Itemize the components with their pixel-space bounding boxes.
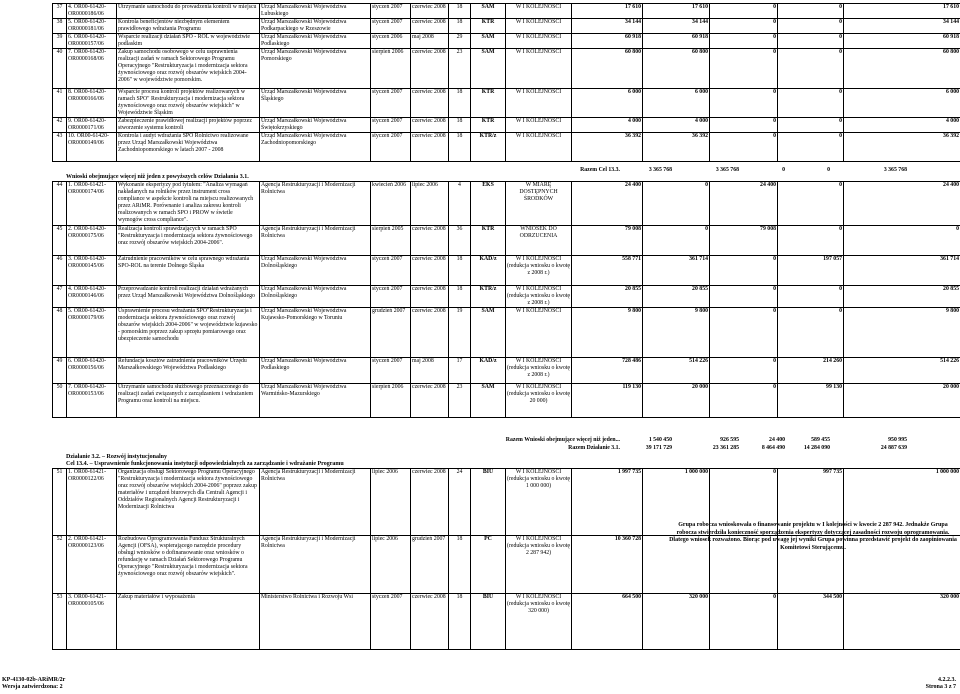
- cell-to: czerwiec 2008: [411, 226, 449, 256]
- cell-v3: 0: [710, 384, 778, 418]
- cell-v4: 0: [778, 118, 844, 133]
- cell-v3: 0: [710, 133, 778, 162]
- cell-title: Organizacja obsługi Sektorowego Programu Operacyjnego "Restrukturyzacja i modernizacja sektora żywnościowego oraz rozwój obszarów wiejskich 2004-2006" poprzez zakup materiałów i urządzeń biurowych dla Centrali Agencji i Oddziałów Regionalnych Agencji Restrukturyzacji i Modernizacji Rolnictwa: [117, 469, 260, 536]
- cell-v4: 0: [778, 133, 844, 162]
- cell-from: lipiec 2006: [371, 469, 411, 536]
- cell-title: Zatrudnienie pracowników w celu sprawnego wdrażania SPO-ROL na terenie Dolnego Śląska: [117, 256, 260, 286]
- cell-to: czerwiec 2008: [411, 49, 449, 89]
- cell-v5: 24 400: [844, 182, 960, 226]
- cell-v3: 0: [710, 469, 778, 536]
- cell-type: PC: [471, 536, 506, 594]
- table-row: [53, 384, 960, 418]
- cell-m: 4: [449, 182, 471, 226]
- cell-v4: 99 130: [778, 384, 844, 418]
- cell-v4: 214 260: [778, 358, 844, 384]
- cell-type: SAM: [471, 308, 506, 358]
- razem-more-v3: 24 400: [769, 437, 785, 443]
- cell-from: grudzień 2007: [371, 308, 411, 358]
- cell-from: styczeń 2007: [371, 118, 411, 133]
- cell-stage: W I KOLEJNOŚCI (redukcja wniosku o kwotę 2 287 942): [506, 536, 572, 594]
- cell-v1: 34 144: [572, 19, 643, 34]
- cell-inst: Urząd Marszałkowski Województwa Kujawsko-Pomorskiego w Toruniu: [260, 308, 371, 358]
- cell-m: 23: [449, 384, 471, 418]
- cell-v4: 0: [778, 182, 844, 226]
- cell-inst: Urząd Marszałkowski Województwa Zachodniopomorskiego: [260, 133, 371, 162]
- cell-v3: 0: [710, 358, 778, 384]
- cell-to: czerwiec 2008: [411, 286, 449, 308]
- razem-cel-v4: 0: [827, 167, 830, 173]
- cell-to: grudzień 2007: [411, 536, 449, 594]
- cell-inst: Urząd Marszałkowski Województwa Dolnośląskiego: [260, 256, 371, 286]
- cell-type: KTR: [471, 89, 506, 118]
- cell-to: czerwiec 2008: [411, 4, 449, 19]
- cell-v2: 20 000: [643, 384, 710, 418]
- razem-dzial-row: [0, 445, 960, 453]
- cell-inst: Urząd Marszałkowski Województwa Świętokrzyskiego: [260, 118, 371, 133]
- cell-v3: 0: [710, 89, 778, 118]
- cell-m: 18: [449, 133, 471, 162]
- cell-proj: 3. OR00-61421-OR0000105/06: [67, 594, 117, 650]
- cell-inst: Ministerstwo Rolnictwa i Rozwoju Wsi: [260, 594, 371, 650]
- cell-v4: 997 735: [778, 469, 844, 536]
- cell-m: 18: [449, 118, 471, 133]
- cell-m: 18: [449, 89, 471, 118]
- cell-inst: Urząd Marszałkowski Województwa Podkarpackiego w Rzeszowie: [260, 19, 371, 34]
- cell-type: SAM: [471, 384, 506, 418]
- cell-v5: 17 610: [844, 4, 960, 19]
- institutional-projects-table: [52, 468, 960, 650]
- cell-v1: 36 392: [572, 133, 643, 162]
- table-row: [53, 594, 960, 650]
- cell-type: SAM: [471, 34, 506, 49]
- table-row: [53, 49, 960, 89]
- cell-to: czerwiec 2008: [411, 19, 449, 34]
- cell-lp: 52: [53, 536, 67, 594]
- cell-v5: 1 000 000: [844, 469, 960, 536]
- cell-v1: 60 918: [572, 34, 643, 49]
- cell-from: sierpień 2006: [371, 384, 411, 418]
- cell-v3: 0: [710, 49, 778, 89]
- cell-v5: 514 226: [844, 358, 960, 384]
- cell-inst: Agencja Restrukturyzacji i Modernizacji Rolnictwa: [260, 536, 371, 594]
- cell-v4: 0: [778, 34, 844, 49]
- cell-from: styczeń 2007: [371, 19, 411, 34]
- razem-cel-v5: 3 365 768: [883, 167, 907, 173]
- cell-v1: 20 855: [572, 286, 643, 308]
- cell-type: SAM: [471, 49, 506, 89]
- cell-title: Utrzymanie samochodu służbowego przeznaczonego do realizacji zadań związanych z zarządzaniem i wdrażaniem Programu oraz kontroli na miejscu.: [117, 384, 260, 418]
- cell-title: Usprawnienie procesu wdrażania SPO"Restrukturyzacja i modernizacja sektora żywnościowego oraz rozwój obszarów wiejskich 2004-2006" w województwie kujawsko - pomorskim poprzez zakup sprzętu pomiarowego oraz ubezpieczenie samochodu: [117, 308, 260, 358]
- cell-title: Zakup materiałów i wyposażenia: [117, 594, 260, 650]
- cell-v1: 10 360 728: [572, 536, 643, 594]
- cell-to: czerwiec 2008: [411, 133, 449, 162]
- cell-proj: 5. OR00-61420-OR0000181/06: [67, 19, 117, 34]
- cell-title: Refundacja kosztów zatrudnienia pracowników Urzędu Marszałkowskiego Województwa Podlaskiego: [117, 358, 260, 384]
- cell-to: czerwiec 2008: [411, 89, 449, 118]
- cell-to: maj 2008: [411, 34, 449, 49]
- cell-from: sierpień 2006: [371, 49, 411, 89]
- cell-m: 23: [449, 49, 471, 89]
- cell-proj: 1. OR00-61421-OR0000122/06: [67, 469, 117, 536]
- table-row: [53, 34, 960, 49]
- cell-v3: 0: [710, 118, 778, 133]
- page-number: Strona 3 z 7: [925, 684, 956, 690]
- cell-lp: 44: [53, 182, 67, 226]
- cell-proj: 9. OR00-61420-OR0000171/06: [67, 118, 117, 133]
- cell-m: 18: [449, 256, 471, 286]
- cell-v3: 0: [710, 256, 778, 286]
- cell-title: Zabezpieczenie prawidłowej realizacji projektów poprzez stworzenie systemu kontroli: [117, 118, 260, 133]
- footer-left: [2, 677, 65, 691]
- razem-more-label: Razem Wnioski obejmujące więcej niż jeden...: [505, 437, 620, 443]
- cell-v2: 361 714: [643, 256, 710, 286]
- cell-lp: 46: [53, 256, 67, 286]
- cell-lp: 38: [53, 19, 67, 34]
- cell-v5: 36 392: [844, 133, 960, 162]
- cell-inst: Urząd Marszałkowski Województwa Dolnośląskiego: [260, 286, 371, 308]
- cell-from: styczeń 2007: [371, 133, 411, 162]
- cell-proj: 4. OR00-61420-OR0000186/06: [67, 4, 117, 19]
- table-row: [53, 358, 960, 384]
- cell-to: czerwiec 2008: [411, 469, 449, 536]
- cell-v5: 20 000: [844, 384, 960, 418]
- cell-type: KAD/z: [471, 358, 506, 384]
- cell-inst: Urząd Marszałkowski Województwa Podlaskiego: [260, 34, 371, 49]
- razem-dzial-v3: 8 464 490: [761, 445, 785, 451]
- cell-title: Kontrola i audyt wdrażania SPO Rolnictwo realizowane przez Urząd Marszałkowski Województwa Zachodniopomorskiego w latach 2007 - 2008: [117, 133, 260, 162]
- cell-v3: 0: [710, 4, 778, 19]
- cell-v3: 24 400: [710, 182, 778, 226]
- cell-lp: 42: [53, 118, 67, 133]
- cell-from: kwiecień 2006: [371, 182, 411, 226]
- cell-stage: W I KOLEJNOŚCI: [506, 133, 572, 162]
- cell-v2: 60 800: [643, 49, 710, 89]
- cell-v2: 36 392: [643, 133, 710, 162]
- cell-stage: W I KOLEJNOŚCI: [506, 118, 572, 133]
- cell-v2: 34 144: [643, 19, 710, 34]
- cell-type: KTR/z: [471, 286, 506, 308]
- cell-type: KTR/z: [471, 133, 506, 162]
- cell-v4: 0: [778, 49, 844, 89]
- razem-cel-v3: 0: [782, 167, 785, 173]
- cell-lp: 48: [53, 308, 67, 358]
- cell-m: 18: [449, 594, 471, 650]
- cell-v4: 344 500: [778, 594, 844, 650]
- cell-inst: Agencja Restrukturyzacji i Modernizacji Rolnictwa: [260, 469, 371, 536]
- cell-v5: 4 000: [844, 118, 960, 133]
- cell-m: 18: [449, 286, 471, 308]
- cell-m: 18: [449, 4, 471, 19]
- cell-v2: 320 000: [643, 594, 710, 650]
- cell-lp: 41: [53, 89, 67, 118]
- cell-v1: 558 771: [572, 256, 643, 286]
- cell-proj: 3. OR00-61420-OR0000145/06: [67, 256, 117, 286]
- multi-goal-projects-table: [52, 181, 960, 418]
- footer-right: [926, 677, 956, 691]
- cell-v3: 0: [710, 308, 778, 358]
- cell-v5: 0: [844, 226, 960, 256]
- cell-v5: 60 800: [844, 49, 960, 89]
- doc-code: KP-4130-02b-ARiMR/2r: [2, 677, 66, 683]
- cell-type: BIU: [471, 469, 506, 536]
- cell-v1: 1 997 735: [572, 469, 643, 536]
- razem-dzial-v5: 24 887 639: [880, 445, 907, 451]
- cell-title: Przeprowadzanie kontroli realizacji działań wdrażanych przez Urząd Marszałkowski Województwa Dolnośląskiego: [117, 286, 260, 308]
- cell-proj: 8. OR00-61420-OR0000166/06: [67, 89, 117, 118]
- band-cel-134: Cel 13.4. – Usprawnienie funkcjonowania instytucji odpowiedzialnych za zarządzanie i wdrażanie Programu: [66, 461, 344, 467]
- cell-v5: 9 800: [844, 308, 960, 358]
- cell-stage: W I KOLEJNOŚCI: [506, 308, 572, 358]
- cell-v1: 24 400: [572, 182, 643, 226]
- cell-v4: 197 057: [778, 256, 844, 286]
- cell-v5: 6 000: [844, 89, 960, 118]
- cell-to: czerwiec 2008: [411, 256, 449, 286]
- cell-v1: 9 800: [572, 308, 643, 358]
- cell-lp: 40: [53, 49, 67, 89]
- cell-stage: W I KOLEJNOŚCI (redukcja wniosku o kwotę z 2008 r.): [507, 286, 570, 306]
- cell-title: Utrzymanie samochodu do prowadzenia kontroli w miejscu: [117, 4, 260, 19]
- cell-v4: 0: [778, 286, 844, 308]
- cell-stage: WNIOSEK DO ODRZUCENIA: [506, 226, 572, 256]
- cell-to: czerwiec 2008: [411, 118, 449, 133]
- cell-lp: 45: [53, 226, 67, 256]
- cell-v3: 0: [710, 34, 778, 49]
- band-dzialanie-32: Działanie 3.2. – Rozwój instytucjonalny: [66, 454, 167, 460]
- cell-to: czerwiec 2008: [411, 384, 449, 418]
- cell-v3: 0: [710, 286, 778, 308]
- cell-v2: 17 610: [643, 4, 710, 19]
- cell-stage: W I KOLEJNOŚCI (redukcja wniosku o kwotę 320 000): [506, 594, 572, 650]
- cell-type: BIU: [471, 594, 506, 650]
- cell-inst: Urząd Marszałkowski Województwa Warmińsko-Mazurskiego: [260, 384, 371, 418]
- cell-from: styczeń 2007: [371, 89, 411, 118]
- cell-v5: 320 000: [844, 594, 960, 650]
- razem-cel-label: Razem Cel 13.3.: [580, 167, 620, 173]
- cell-proj: 2. OR00-61420-OR0000175/06: [67, 226, 117, 256]
- cell-proj: 4. OR00-61420-OR0000146/06: [67, 286, 117, 308]
- cell-v2: 4 000: [643, 118, 710, 133]
- cell-v1: 119 130: [572, 384, 643, 418]
- cell-stage: W I KOLEJNOŚCI: [506, 19, 572, 34]
- cell-v4: 0: [778, 308, 844, 358]
- cell-title: Kontrola beneficjentów niezbędnym elementem prawidłowego wdrażania Programu: [117, 19, 260, 34]
- cell-stage: W I KOLEJNOŚCI (redukcja wniosku o kwotę 1 000 000): [506, 469, 572, 536]
- cell-stage: W I KOLEJNOŚCI (redukcja wniosku o kwotę z 2008 r.): [506, 256, 572, 286]
- section-more-label: Wnioski obejmujące więcej niż jeden z powyższych celów Działania 3.1.: [66, 174, 249, 180]
- cell-lp: 49: [53, 358, 67, 384]
- cell-v5: 60 918: [844, 34, 960, 49]
- cell-from: styczeń 2006: [371, 34, 411, 49]
- cell-proj: 2. OR00-61421-OR0000123/06: [67, 536, 117, 594]
- razem-more-v5: 950 995: [888, 437, 907, 443]
- cell-v4: 0: [778, 89, 844, 118]
- cell-proj: 7. OR00-61420-OR0000153/06: [67, 384, 117, 418]
- cell-lp: 47: [53, 286, 67, 308]
- cell-v1: 4 000: [572, 118, 643, 133]
- razem-cel-v2: 3 365 768: [715, 167, 739, 173]
- razem-more-v4: 589 455: [811, 437, 830, 443]
- cell-lp: 39: [53, 34, 67, 49]
- razem-dzial-v2: 23 361 285: [712, 445, 739, 451]
- table-row: [53, 133, 960, 162]
- cell-v2: 0: [643, 226, 710, 256]
- cell-v2: 0: [643, 182, 710, 226]
- razem-dzial-v1: 39 171 729: [645, 445, 672, 451]
- cell-title: Wsparcie realizacji działań SPO - ROL w województwie podlaskim: [117, 34, 260, 49]
- cell-stage: W I KOLEJNOŚCI: [506, 4, 572, 19]
- table-row: [53, 226, 960, 256]
- cell-v2: 60 918: [643, 34, 710, 49]
- razem-dzial-label: Razem Działanie 3.1.: [568, 445, 620, 451]
- cell-from: styczeń 2007: [371, 286, 411, 308]
- razem-cel-v1: 3 365 768: [648, 167, 672, 173]
- table-row: [53, 4, 960, 19]
- cell-v1: 79 008: [572, 226, 643, 256]
- note-project-52: Grupa robocza wnioskowała o finansowanie projektu w I kolejności w kwocie 2 287 942. Jednakże Grupa robocza stwierdziła konieczność sporządzenia ekspertyzy dotyczącej zasadności rozwoju oprogramowania. Dlatego wniosek rozważono. Biorąc pod uwagę jej wyniki Grupa powinna przedstawić projekt do zaopiniowania Komitetowi Sterującemu.: [669, 522, 957, 551]
- cell-type: KTR: [471, 118, 506, 133]
- table-row: [53, 118, 960, 133]
- cell-m: 18: [449, 536, 471, 594]
- cell-from: lipiec 2006: [371, 536, 411, 594]
- cell-type: KTR: [471, 226, 506, 256]
- cell-v2: 20 855: [643, 286, 710, 308]
- cell-v2: 1 000 000: [643, 469, 710, 536]
- cell-proj: 6. OR00-61420-OR0000156/06: [67, 358, 117, 384]
- cell-from: styczeń 2007: [371, 594, 411, 650]
- cell-lp: 37: [53, 4, 67, 19]
- cell-stage: W I KOLEJNOŚCI (redukcja wniosku o kwotę z 2008 r.): [506, 358, 572, 384]
- cell-type: EKS: [471, 182, 506, 226]
- cell-v2: 9 800: [643, 308, 710, 358]
- table-row: [53, 256, 960, 286]
- table-row: [53, 182, 960, 226]
- cell-lp: 43: [53, 133, 67, 162]
- cell-v4: 0: [778, 226, 844, 256]
- cell-inst: Agencja Restrukturyzacji i Modernizacji Rolnictwa: [260, 182, 371, 226]
- cell-to: czerwiec 2008: [411, 594, 449, 650]
- cell-title: Wsparcie procesu kontroli projektów realizowanych w ramach SPO" Restrukturyzacja i modernizacja sektora żywnościowego oraz rozwój obszarów wiejskich" w Województwie Śląskim: [117, 89, 260, 118]
- cell-title: Zakup samochodu osobowego w celu usprawnienia realizacji zadań w ramach Sektorowego Programu Operacyjnego "Restrukturyzacja i modernizacja sektora żywnościowego oraz rozwój obszarów wiejskich 2004-2006" w województwie pomorskim.: [117, 49, 260, 89]
- cell-title: Realizacja kontroli sprawdzających w ramach SPO "Restrukturyzacja i modernizacja sektora żywnościowego oraz rozwój obszarów wiejskich 2004-2006".: [117, 226, 260, 256]
- cell-stage: W I KOLEJNOŚCI: [506, 49, 572, 89]
- cell-type: KTR: [471, 19, 506, 34]
- cell-to: maj 2008: [411, 358, 449, 384]
- cell-lp: 53: [53, 594, 67, 650]
- cell-v1: 17 610: [572, 4, 643, 19]
- cell-proj: 6. OR00-61420-OR0000157/06: [67, 34, 117, 49]
- cell-proj: 5. OR00-61420-OR0000179/06: [67, 308, 117, 358]
- cell-v3: 79 008: [710, 226, 778, 256]
- cell-v1: 60 800: [572, 49, 643, 89]
- section-number: 4.2.2.3.: [938, 677, 956, 683]
- cell-type: SAM: [471, 4, 506, 19]
- cell-title: Rozbudowa Oprogramowania Fundusz Strukturalnych Agencji (OFSA), wspierającego narzędzie procedury obsługi wniosków o dofinansowanie oraz wniosków o refundację w ramach Działań Sektorowego Programu Operacyjnego "Restrukturyzacja i modernizacja sektora żywnościowego oraz rozwój obszarów wiejskich".: [117, 536, 260, 594]
- cell-stage: W MIARĘ DOSTĘPNYCH ŚRODKÓW: [506, 182, 572, 226]
- cell-proj: 10. OR00-61420-OR0000149/06: [67, 133, 117, 162]
- cell-stage: W I KOLEJNOŚCI: [506, 89, 572, 118]
- cell-stage: W I KOLEJNOŚCI (redukcja wniosku o kwotę 20 000): [506, 384, 572, 418]
- cell-m: 19: [449, 308, 471, 358]
- cell-inst: Agencja Restrukturyzacji i Modernizacji Rolnictwa: [260, 226, 371, 256]
- cell-v3: 0: [710, 19, 778, 34]
- cell-v5: 34 144: [844, 19, 960, 34]
- cell-v5: 20 855: [844, 286, 960, 308]
- cell-v1: 664 500: [572, 594, 643, 650]
- cell-v1: 6 000: [572, 89, 643, 118]
- cell-v4: 0: [778, 19, 844, 34]
- cell-v3: 0: [710, 594, 778, 650]
- cell-inst: Urząd Marszałkowski Województwa Pomorskiego: [260, 49, 371, 89]
- cell-v2: 6 000: [643, 89, 710, 118]
- cell-type: KAD/z: [471, 256, 506, 286]
- doc-version: Wersja zatwierdzona: 2: [2, 684, 63, 690]
- razem-dzial-v4: 14 284 090: [803, 445, 830, 451]
- table-row: [53, 19, 960, 34]
- cell-lp: 50: [53, 384, 67, 418]
- cell-m: 24: [449, 469, 471, 536]
- razem-more-v2: 926 595: [720, 437, 739, 443]
- cell-m: 17: [449, 358, 471, 384]
- razem-more-v1: 1 540 450: [648, 437, 672, 443]
- razem-more-row: [0, 437, 960, 445]
- cell-proj: 7. OR00-61420-OR0000168/06: [67, 49, 117, 89]
- table-row: [53, 286, 960, 308]
- cell-v2: 514 226: [643, 358, 710, 384]
- cell-proj: 1. OR00-61421-OR0000174/06: [67, 182, 117, 226]
- cell-stage: W I KOLEJNOŚCI: [506, 34, 572, 49]
- top-projects-table: [52, 3, 960, 162]
- cell-from: styczeń 2007: [371, 4, 411, 19]
- cell-from: styczeń 2007: [371, 256, 411, 286]
- cell-from: sierpień 2005: [371, 226, 411, 256]
- cell-to: czerwiec 2008: [411, 308, 449, 358]
- table-row: [53, 308, 960, 358]
- cell-inst: Urząd Marszałkowski Województwa Śląskiego: [260, 89, 371, 118]
- cell-lp: 51: [53, 469, 67, 536]
- cell-v1: 728 486: [572, 358, 643, 384]
- cell-v5: 361 714: [844, 256, 960, 286]
- cell-inst: Urząd Marszałkowski Województwa Podlaskiego: [260, 358, 371, 384]
- cell-m: 36: [449, 226, 471, 256]
- table-row: [53, 89, 960, 118]
- cell-m: 29: [449, 34, 471, 49]
- cell-m: 18: [449, 19, 471, 34]
- cell-from: styczeń 2007: [371, 358, 411, 384]
- cell-v4: 0: [778, 4, 844, 19]
- cell-title: Wykonanie ekspertyzy pod tytułem: "Analiza wymagań nakładanych na rolników przez instrument cross compliance w aspekcie kontroli na miejscu realizowanych przez ARiMR. Porównanie i analiza zakresu kontroli realizowanych w ramach SPO i PROW w świetle wymogów cross compliance".: [117, 182, 260, 226]
- cell-inst: Urząd Marszałkowski Województwa Lubuskiego: [260, 4, 371, 19]
- cell-to: lipiec 2006: [411, 182, 449, 226]
